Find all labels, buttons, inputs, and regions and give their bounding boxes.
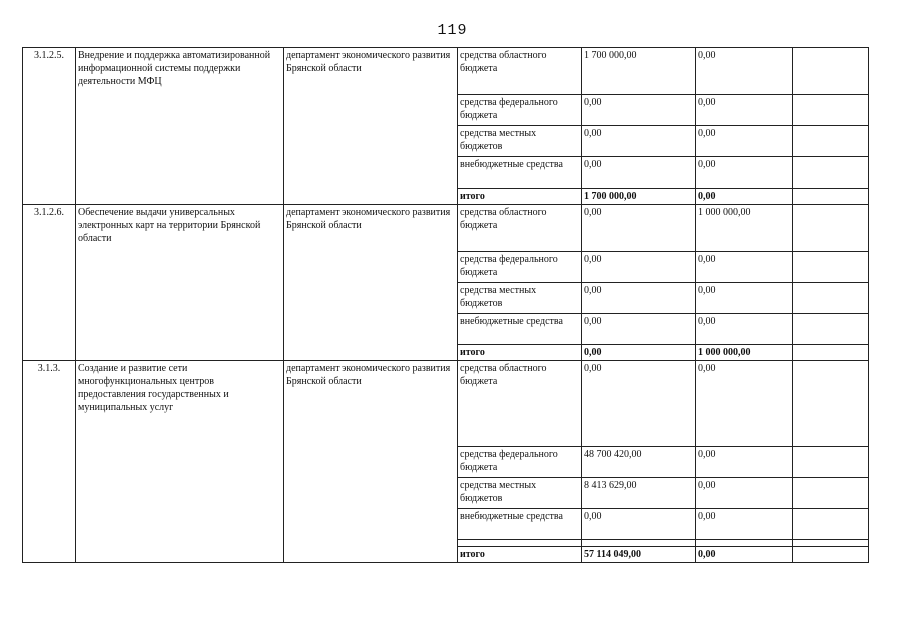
value-col-2: 0,00 [696,48,793,95]
value-col-1: 0,00 [582,361,696,447]
value-col-2: 0,00 [696,95,793,126]
value-col-1: 48 700 420,00 [582,447,696,478]
value-col-3 [793,95,869,126]
section-code: 3.1.2.5. [23,48,76,205]
section-executor: департамент экономического развития Брянской области [284,48,458,205]
budget-table [22,47,869,563]
value-col-3 [793,361,869,447]
value-col-2: 0,00 [696,361,793,447]
funding-source: средства местных бюджетов [458,478,582,509]
section-executor: департамент экономического развития Брянской области [284,205,458,361]
row-spacer [582,540,696,547]
value-col-1: 0,00 [582,252,696,283]
value-col-3 [793,126,869,157]
funding-source: средства местных бюджетов [458,283,582,314]
row-spacer [458,540,582,547]
total-value-col-1: 0,00 [582,345,696,361]
value-col-1: 8 413 629,00 [582,478,696,509]
total-value-col-1: 57 114 049,00 [582,547,696,563]
funding-source: средства федерального бюджета [458,252,582,283]
total-value-col-3 [793,547,869,563]
value-col-1: 0,00 [582,157,696,189]
value-col-1: 0,00 [582,205,696,252]
total-value-col-1: 1 700 000,00 [582,189,696,205]
section-executor: департамент экономического развития Брянской области [284,361,458,563]
value-col-1: 0,00 [582,314,696,345]
funding-source: средства федерального бюджета [458,447,582,478]
total-value-col-2: 0,00 [696,189,793,205]
section-code: 3.1.3. [23,361,76,563]
value-col-3 [793,478,869,509]
value-col-1: 0,00 [582,509,696,540]
total-label: итого [458,345,582,361]
value-col-3 [793,283,869,314]
value-col-1: 0,00 [582,283,696,314]
funding-source: средства областного бюджета [458,361,582,447]
value-col-3 [793,314,869,345]
total-value-col-2: 1 000 000,00 [696,345,793,361]
page-number: 119 [437,22,468,39]
value-col-2: 0,00 [696,447,793,478]
funding-source: средства федерального бюджета [458,95,582,126]
value-col-3 [793,205,869,252]
section-name: Внедрение и поддержка автоматизированной информационной системы поддержки деятельности МФЦ [76,48,284,205]
total-label: итого [458,189,582,205]
value-col-3 [793,447,869,478]
total-label: итого [458,547,582,563]
funding-source: средства областного бюджета [458,48,582,95]
table-row [23,361,869,447]
funding-source: средства областного бюджета [458,205,582,252]
total-value-col-3 [793,345,869,361]
funding-source: внебюджетные средства [458,314,582,345]
funding-source: внебюджетные средства [458,509,582,540]
table-row [23,48,869,95]
value-col-3 [793,252,869,283]
value-col-2: 0,00 [696,126,793,157]
funding-source: внебюджетные средства [458,157,582,189]
value-col-2: 1 000 000,00 [696,205,793,252]
value-col-2: 0,00 [696,314,793,345]
total-value-col-2: 0,00 [696,547,793,563]
row-spacer [696,540,793,547]
table-row [23,205,869,252]
value-col-2: 0,00 [696,509,793,540]
section-name: Создание и развитие сети многофункциональных центров предоставления государственных и муниципальных услуг [76,361,284,563]
value-col-2: 0,00 [696,157,793,189]
section-name: Обеспечение выдачи универсальных электронных карт на территории Брянской области [76,205,284,361]
value-col-3 [793,48,869,95]
funding-source: средства местных бюджетов [458,126,582,157]
value-col-1: 0,00 [582,95,696,126]
value-col-2: 0,00 [696,252,793,283]
value-col-1: 1 700 000,00 [582,48,696,95]
total-value-col-3 [793,189,869,205]
value-col-2: 0,00 [696,478,793,509]
value-col-1: 0,00 [582,126,696,157]
value-col-3 [793,157,869,189]
value-col-2: 0,00 [696,283,793,314]
section-code: 3.1.2.6. [23,205,76,361]
row-spacer [793,540,869,547]
value-col-3 [793,509,869,540]
